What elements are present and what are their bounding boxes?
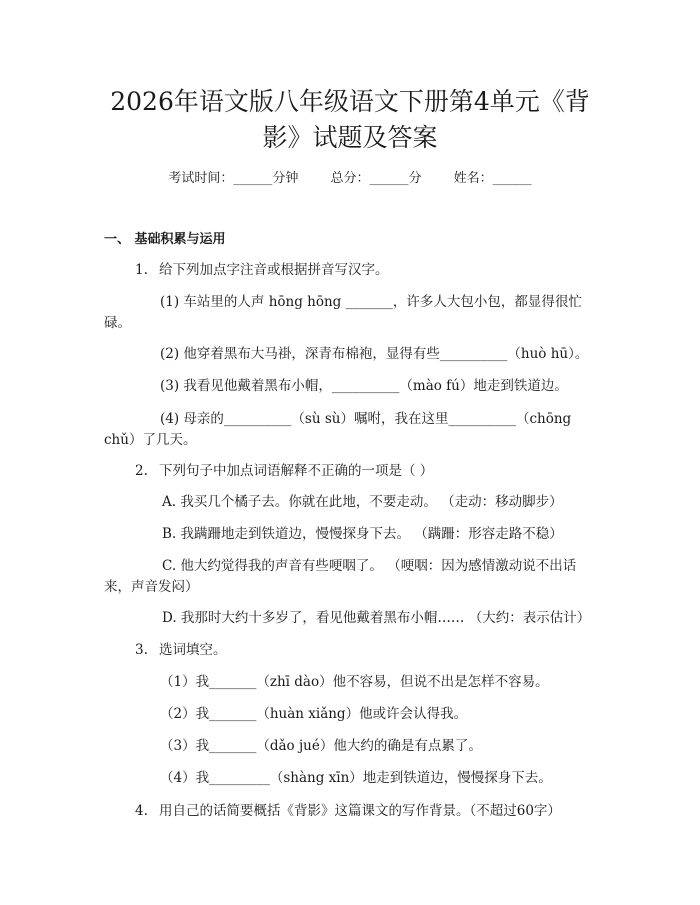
question-number: 3. (135, 642, 148, 658)
q2-option-d: D. 我那时大约十多岁了，看见他戴着黑布小帽…… （大约：表示估计） (162, 610, 591, 626)
q1-item-1: (1) 车站里的人声 hōng hōng _______，许多人大包小包，都显得很忙 (160, 294, 582, 310)
q1-item-1-cont: 碌。 (104, 315, 131, 331)
question-number: 1. (135, 262, 148, 278)
q1-item-4-cont: chǔ）了几天。 (104, 432, 197, 448)
question-number: 2. (135, 463, 148, 479)
exam-info (0, 170, 700, 188)
question-text: 给下列加点字注音或根据拼音写汉字。 (159, 262, 389, 278)
exam-name: 姓名：______ (453, 171, 532, 186)
section-heading: 一、 基础积累与运用 (104, 232, 226, 247)
q2-option-a: A. 我买几个橘子去。你就在此地，不要走动。 （走动：移动脚步） (162, 494, 563, 510)
q3-item-4: （4）我_________（shàng xīn）地走到铁道边，慢慢探身下去。 (160, 770, 552, 786)
question-number: 4. (135, 803, 148, 819)
exam-score: 总分：______分 (330, 171, 422, 186)
page-title (60, 84, 640, 156)
exam-time: 考试时间：______分钟 (168, 171, 299, 186)
question-2 (135, 460, 433, 482)
title-line-1: 2026年语文版八年级语文下册第4单元《背 (110, 87, 590, 116)
question-3 (135, 639, 227, 661)
q1-item-3: (3) 我看见他戴着黑布小帽，__________（mào fú）地走到铁道边。 (160, 378, 568, 394)
q1-item-2: (2) 他穿着黑布大马褂，深青布棉袍，显得有些__________（huò hū）。 (160, 346, 589, 362)
q2-option-b: B. 我蹒跚地走到铁道边，慢慢探身下去。 （蹒跚：形容走路不稳） (162, 526, 563, 542)
question-text: 用自己的话简要概括《背影》这篇课文的写作背景。（不超过60字） (159, 803, 561, 819)
question-4 (135, 800, 561, 822)
title-line-2: 影》试题及答案 (262, 123, 438, 152)
q3-item-1: （1）我_______（zhī dào）他不容易，但说不出是怎样不容易。 (160, 674, 549, 690)
q2-option-c-cont: 来，声音发闷） (104, 579, 199, 595)
question-text: 下列句子中加点词语解释不正确的一项是（ ） (159, 463, 434, 479)
question-text: 选词填空。 (159, 642, 227, 658)
q3-item-2: （2）我_______（huàn xiǎng）他或许会认得我。 (160, 706, 468, 722)
q1-item-4: (4) 母亲的__________（sù sù）嘱咐，我在这里__________（chōng (160, 411, 572, 427)
q2-option-c: C. 他大约觉得我的声音有些哽咽了。 （哽咽：因为感情激动说不出话 (162, 558, 577, 574)
question-1 (135, 259, 389, 281)
q3-item-3: （3）我_______（dǎo jué）他大约的确是有点累了。 (160, 738, 482, 754)
